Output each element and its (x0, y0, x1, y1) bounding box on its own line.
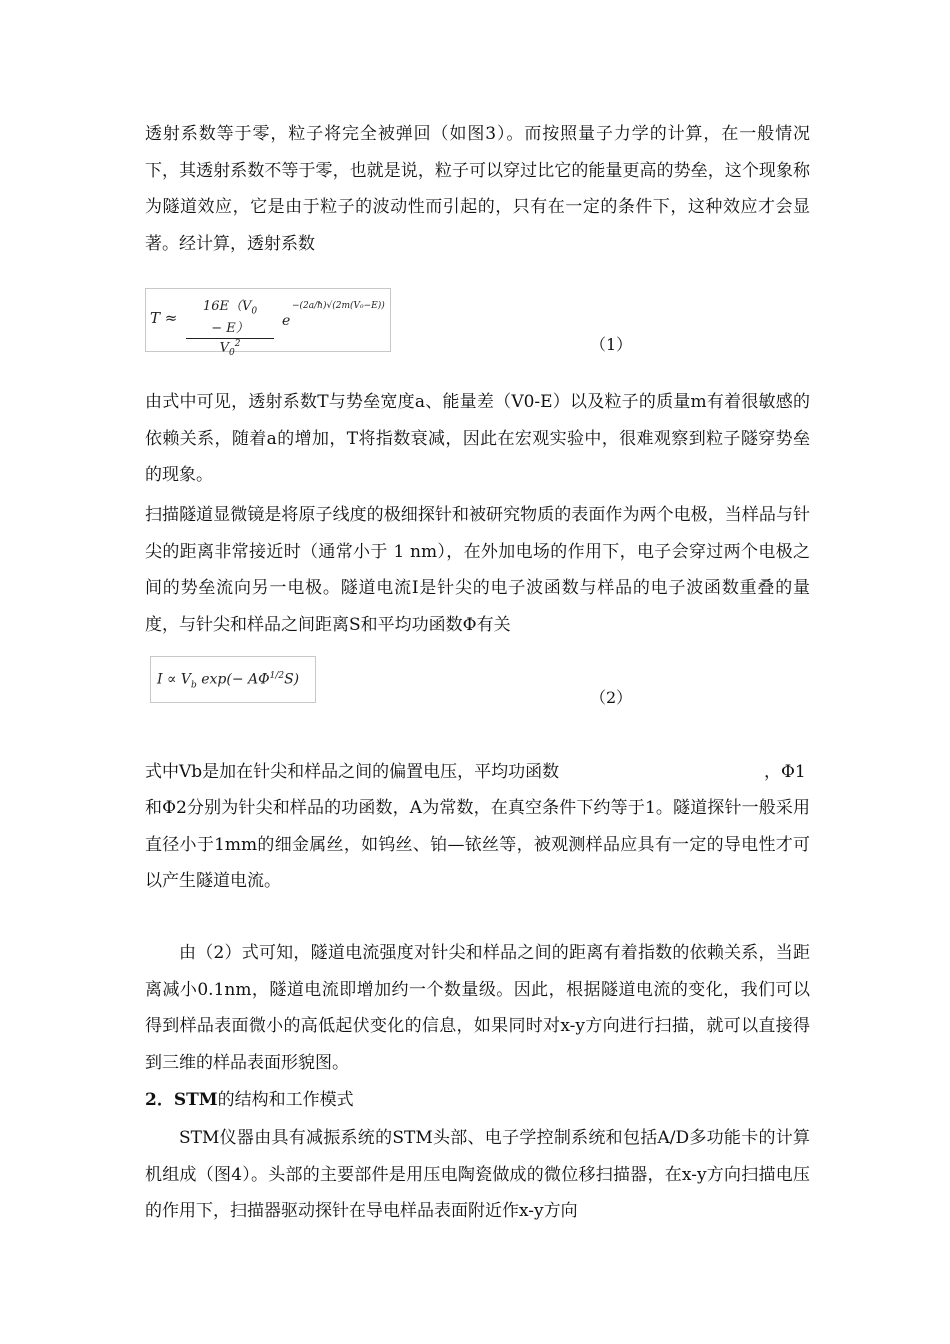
paragraph-stm-principle: 扫描隧道显微镜是将原子线度的极细探针和被研究物质的表面作为两个电极，当样品与针尖的距离非常接近时（通常小于 1 nm），在外加电场的作用下，电子会穿过两个电极之间的势垒流向另一电极。隧道电流I是针尖的电子波函数与样品的电子波函数重叠的量度，与针尖和样品之间距离S和平均功函数Φ有关 (145, 505, 810, 635)
paragraph-distance-dependence: 由（2）式可知，隧道电流强度对针尖和样品之间的距离有着指数的依赖关系，当距离减小0.1nm，隧道电流即增加约一个数量级。因此，根据隧道电流的变化，我们可以得到样品表面微小的高低起伏变化的信息，如果同时对x-y方向进行扫描，就可以直接得到三维的样品表面形貌图。 (145, 943, 810, 1073)
paragraph-stm-structure: STM仪器由具有减振系统的STM头部、电子学控制系统和包括A/D多功能卡的计算机组成（图4）。头部的主要部件是用压电陶瓷做成的微位移扫描器，在x-y方向扫描电压的作用下，扫描器驱动探针在导电样品表面附近作x-y方向 (145, 1128, 810, 1221)
equation-2-number: （2） (590, 688, 633, 707)
eq1-lhs: T ≈ (150, 309, 178, 327)
paragraph-bias-voltage-rest: 和Φ2分别为针尖和样品的功函数，A为常数，在真空条件下约等于1。隧道探针一般采用直径小于1mm的细金属丝，如钨丝、铂—铱丝等，被观测样品应具有一定的导电性才可以产生隧道电流。 (145, 798, 810, 891)
section-heading (145, 1085, 354, 1110)
equation-2-image (150, 656, 316, 703)
equation-1-image (145, 288, 391, 358)
equation-1-number: （1） (590, 335, 633, 354)
eq1-exponent: −(2a/ħ)√(2m(V₀−E)) (292, 301, 385, 311)
section-number: 2． (145, 1090, 174, 1110)
phi1-label: ，Φ1 (764, 762, 806, 782)
section-title: 的结构和工作模式 (217, 1090, 354, 1110)
paragraph-transmission-dependence: 由式中可见，透射系数T与势垒宽度a、能量差（V0-E）以及粒子的质量m有着很敏感的依赖关系，随着a的增加，T将指数衰减，因此在宏观实验中，很难观察到粒子隧穿势垒的现象。 (145, 392, 810, 485)
eq1-fraction (184, 295, 276, 358)
eq2-expression: $I \propto V_b$ $\exp(- A\Phi^{1/2}S)$ (157, 671, 300, 691)
eq1-exp-base: e (282, 313, 291, 329)
eq1-numerator: $16E(V_0 - E)$ (202, 299, 258, 336)
section-title-bold: STM (173, 1090, 218, 1110)
paragraph-tunneling-effect: 透射系数等于零，粒子将完全被弹回（如图3）。而按照量子力学的计算，在一般情况下，其透射系数不等于零，也就是说，粒子可以穿过比它的能量更高的势垒，这个现象称为隧道效应，它是由于粒子的波动性而引起的，只有在一定的条件下，这种效应才会显著。经计算，透射系数 (145, 124, 810, 254)
eq1-denominator: $V_0^2$ (219, 338, 241, 358)
paragraph-bias-voltage-start: 式中Vb是加在针尖和样品之间的偏置电压，平均功函数 (145, 762, 560, 782)
